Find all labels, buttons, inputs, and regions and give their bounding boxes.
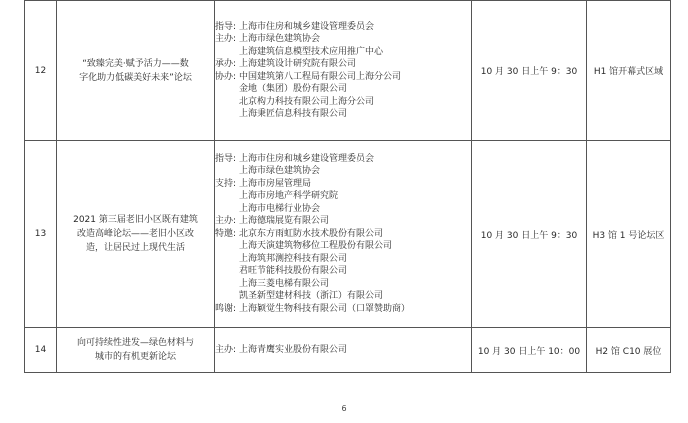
organizer-entry: 指导: 上海市住房和城乡建设管理委员会 — [215, 21, 375, 32]
table-row — [25, 328, 671, 373]
forum-title: “致臻完美·赋予活力——数 字化助力低碳美好未来”论坛 — [57, 1, 215, 141]
organizer-entry: 指导: 上海市住房和城乡建设管理委员会 — [215, 153, 375, 164]
organizer-entry: 上海市房地产科学研究院 — [239, 191, 339, 202]
row-number: 14 — [25, 328, 57, 373]
organizer-entry: 凯圣新型建材科技（浙江）有限公司 — [239, 291, 384, 302]
organizer-entry: 协办: 中国建筑第八工程局有限公司上海分公司 — [215, 71, 402, 82]
organizer-entry: 鸣谢: 上海颖觉生物科技有限公司（口罩赞助商） — [215, 303, 411, 314]
organizer-entry: 金地（集团）股份有限公司 — [239, 84, 348, 94]
organizer-entry: 上海三菱电梯有限公司 — [239, 278, 330, 289]
forum-time: 10 月 30 日上午 9：30 — [472, 1, 587, 141]
forum-title: 2021 第三届老旧小区既有建筑 改造高峰论坛——老旧小区改 造，让居民过上现代生活 — [57, 141, 215, 328]
organizer-entry: 主办: 上海青鹰实业股份有限公司 — [215, 344, 348, 355]
organizers-list — [215, 328, 472, 373]
organizer-entry: 上海市电梯行业协会 — [239, 203, 321, 214]
page-number: 6 — [341, 404, 347, 413]
organizer-entry: 主办: 上海德瑞展览有限公司 — [215, 216, 330, 227]
organizers-list — [215, 141, 472, 328]
organizer-entry: 支持: 上海市房屋管理局 — [215, 178, 312, 189]
forum-time: 10 月 30 日上午 9：30 — [472, 141, 587, 328]
organizer-entry: 主办: 上海市绿色建筑协会 — [215, 34, 321, 44]
forum-venue: H2 馆 C10 展位 — [587, 328, 671, 373]
table-row — [25, 1, 671, 141]
forum-venue: H1 馆开幕式区域 — [587, 1, 671, 141]
forum-venue: H3 馆 1 号论坛区 — [587, 141, 671, 328]
organizer-entry: 上海建筑信息模型技术应用推广中心 — [239, 46, 384, 57]
organizer-entry: 上海天演建筑物移位工程股份有限公司 — [239, 241, 393, 252]
table-row — [25, 141, 671, 328]
organizer-entry: 特邀: 北京东方雨虹防水技术股份有限公司 — [215, 228, 384, 239]
organizer-entry: 上海秉匠信息科技有限公司 — [239, 109, 348, 119]
forum-time: 10 月 30 日上午 10：00 — [472, 328, 587, 373]
forum-title: 向可持续性进发—绿色材料与 城市的有机更新论坛 — [57, 328, 215, 373]
organizer-entry: 上海市绿色建筑协会 — [239, 166, 321, 177]
organizer-entry: 上海筑邦测控科技有限公司 — [239, 253, 348, 264]
organizer-entry: 君旺节能科技股份有限公司 — [239, 266, 348, 277]
organizer-entry: 北京构力科技有限公司上海分公司 — [239, 96, 375, 107]
row-number: 12 — [25, 1, 57, 141]
row-number: 13 — [25, 141, 57, 328]
organizer-entry: 承办: 上海建筑设计研究院有限公司 — [215, 59, 357, 69]
forum-schedule-table — [24, 0, 671, 373]
organizers-list — [215, 1, 472, 141]
